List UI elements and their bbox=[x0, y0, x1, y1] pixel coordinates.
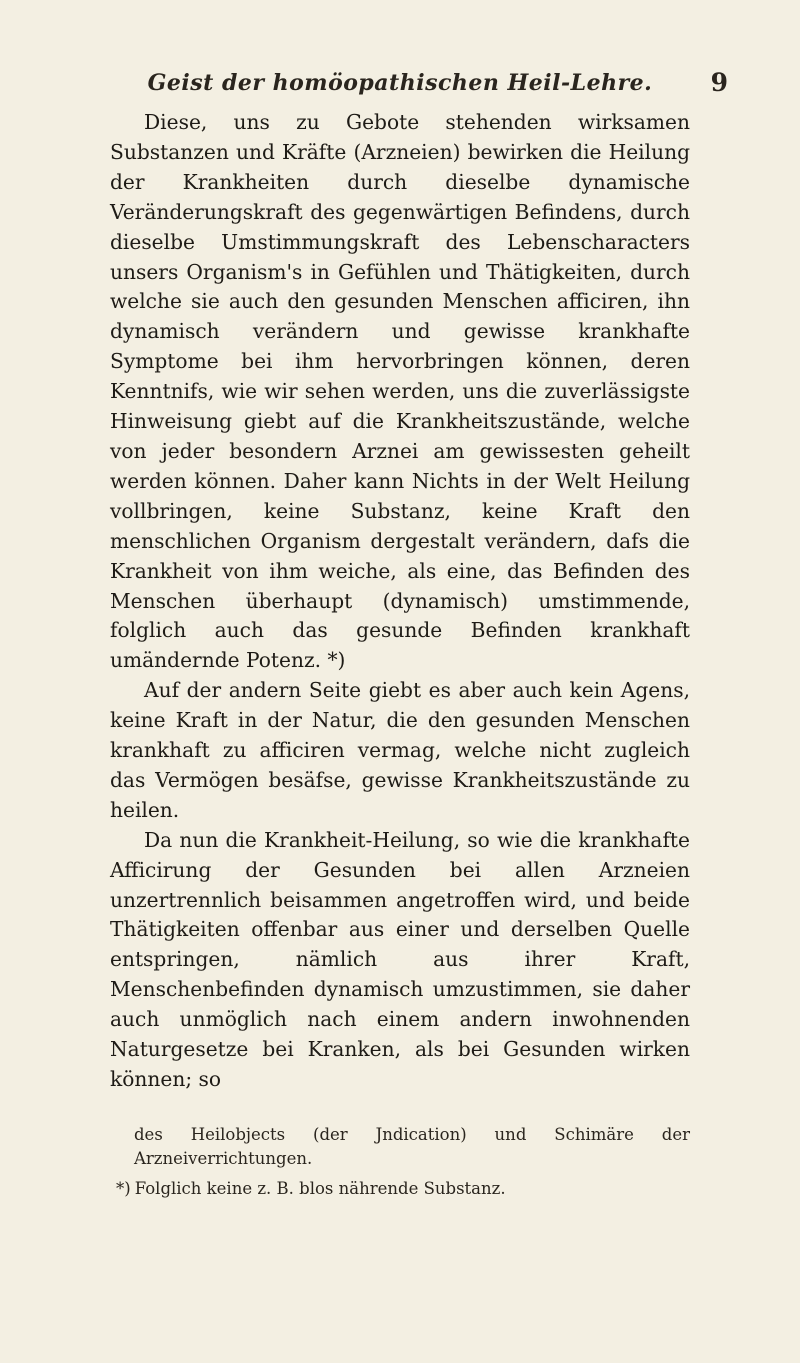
footnote-text: Folglich keine z. B. blos nährende Substanz. bbox=[134, 1178, 506, 1198]
paragraph-1: Diese, uns zu Gebote stehenden wirksamen Substanzen und Kräfte (Arzneien) bewirken die Heilung der Krankheiten durch dieselbe dynamische Veränderungskraft des gegenwärtigen Befindens, durch dieselbe Umstimmungskraft des Lebenscharacters unsers Organism's in Gefühlen und Thätigkeiten, durch welche sie auch den gesunden Menschen afficiren, ihn dynamisch verändern und gewisse krankhafte Symptome bei ihm hervorbringen können, deren Kenntnifs, wie wir sehen werden, uns die zuverlässigste Hinweisung giebt auf die Krankheitszustände, welche von jeder besondern Arznei am gewissesten geheilt werden können. Daher kann Nichts in der Welt Heilung vollbringen, keine Substanz, keine Kraft den menschlichen Organism dergestalt verändern, dafs die Krankheit von ihm weiche, als eine, das Befinden des Menschen überhaupt (dynamisch) umstimmende, folglich auch das gesunde Befinden krankhaft umändernde Potenz. *) bbox=[110, 110, 690, 673]
body-text bbox=[110, 108, 690, 1095]
paragraph-2: Auf der andern Seite giebt es aber auch kein Agens, keine Kraft in der Natur, die den gesunden Menschen krankhaft zu afficiren vermag, welche nicht zugleich das Vermögen besäfse, gewisse Krankheitszustände zu heilen. bbox=[110, 678, 690, 822]
continued-footnote: des Heilobjects (der Jndication) und Schimäre der Arzneiverrichtungen. bbox=[134, 1124, 690, 1168]
paragraph-3: Da nun die Krankheit-Heilung, so wie die krankhafte Afficirung der Gesunden bei allen Arzneien unzertrennlich beisammen angetroffen wird, und beide Thätigkeiten offenbar aus einer und derselben Quelle entspringen, nämlich aus ihrer Kraft, Menschenbefinden dynamisch umzustimmen, sie daher auch unmöglich nach einem andern inwohnenden Naturgesetze bei Kranken, als bei Gesunden wirken können; so bbox=[110, 827, 690, 1091]
running-head bbox=[110, 62, 728, 102]
page-number: 9 bbox=[710, 68, 728, 97]
running-title: Geist der homöopathischen Heil-Lehre. bbox=[147, 70, 653, 96]
footnote bbox=[110, 1177, 690, 1201]
footnote-mark: *) bbox=[116, 1178, 131, 1198]
